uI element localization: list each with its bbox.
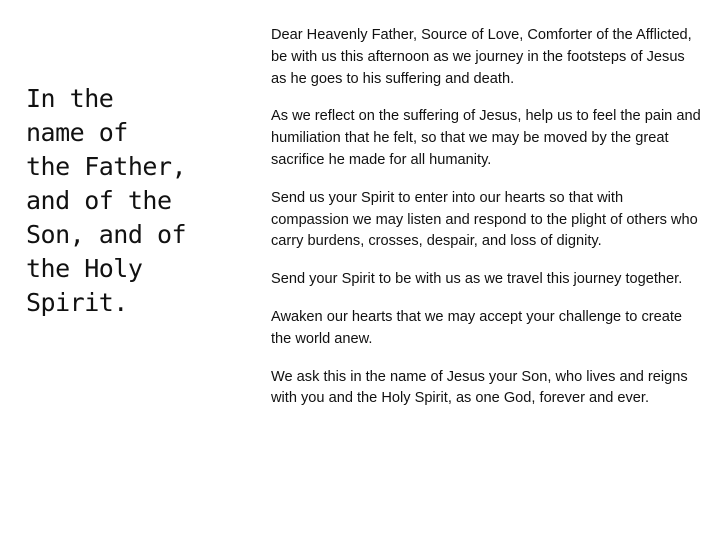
heading-line: name of [26,118,128,147]
heading-line: the Father, [26,152,187,181]
prayer-paragraph: Send us your Spirit to enter into our hearts so that with compassion we may listen and respond to the plight of others who carry burdens, crosses, despair, and loss of dignity. [271,189,698,250]
heading-line: In the [26,84,114,113]
prayer-paragraph: Awaken our hearts that we may accept your challenge to create the world anew. [271,308,683,347]
prayer-text [271,25,701,426]
prayer-paragraph: Dear Heavenly Father, Source of Love, Comforter of the Afflicted, be with us this afternoon as we journey in the footsteps of Jesus as he goes to his suffering and death. [271,27,692,87]
prayer-paragraph: Send your Spirit to be with us as we travel this journey together. [271,271,683,288]
heading-line: Spirit. [26,288,128,317]
heading-line: Son, and of [26,220,187,249]
prayer-paragraph: We ask this in the name of Jesus your Son, who lives and reigns with you and the Holy Spirit, as one God, forever and ever. [271,368,688,407]
prayer-paragraph: As we reflect on the suffering of Jesus, help us to feel the pain and humiliation that he felt, so that we may be moved by the great sacrifice he made for all humanity. [271,108,701,168]
opening-invocation-heading [26,82,236,320]
heading-line: the Holy [26,254,143,283]
heading-line: and of the [26,186,172,215]
